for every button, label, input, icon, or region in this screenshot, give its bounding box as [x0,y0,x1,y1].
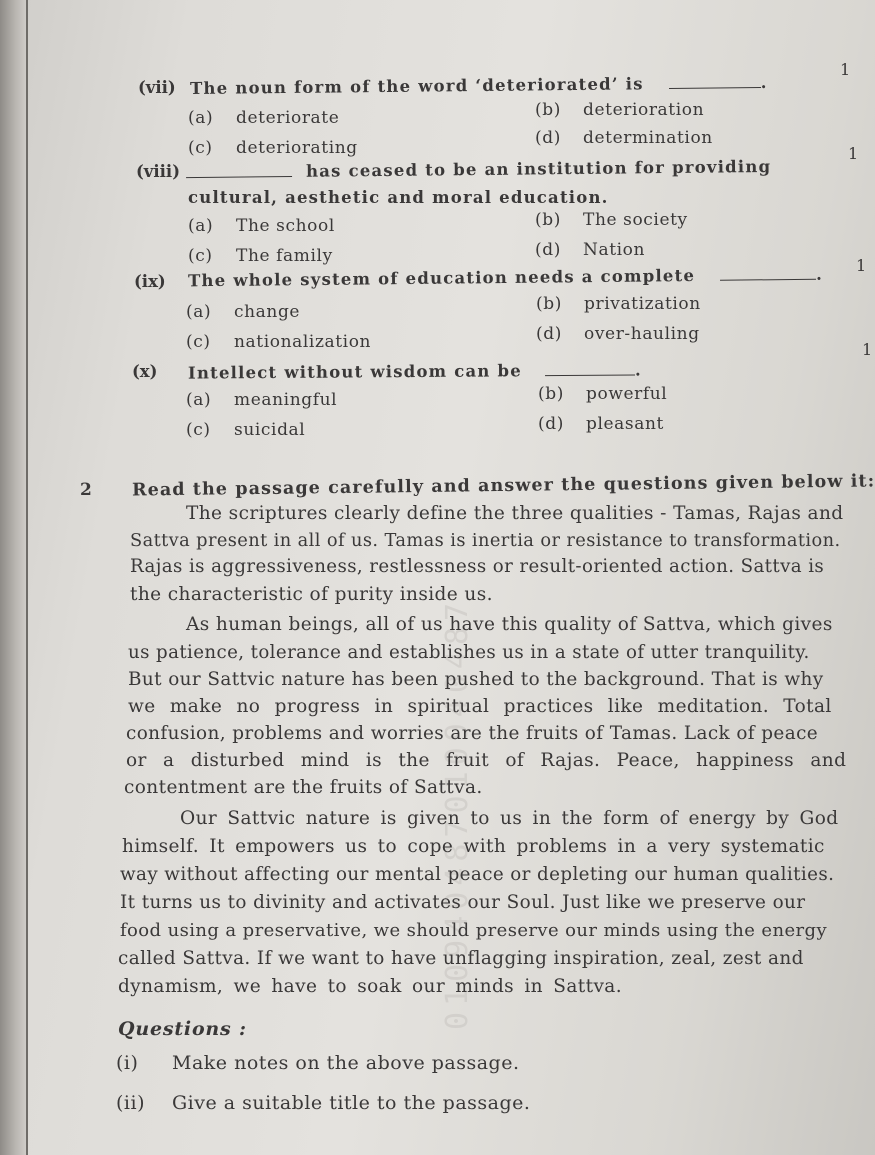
option-tag: (a) [188,216,214,236]
option-tag: (c) [188,138,213,158]
passage-line: As human beings, all of us have this quality of Sattva, which gives [186,614,833,635]
option-d [536,324,700,344]
option-text: Nation [583,240,646,260]
question-tag: (i) [116,1052,139,1074]
option-text: powerful [586,384,668,404]
question-stem-end: . [760,72,768,93]
passage-line: himself. It empowers us to cope with problems in a very systematic [122,836,825,857]
questions-title: Questions : [118,1018,247,1040]
option-b [538,384,667,404]
section-heading: Read the passage carefully and answer the questions given below it: [131,471,875,501]
option-b [535,210,688,230]
passage-line: Our Sattvic nature is given to us in the form of energy by God [180,808,839,829]
option-a [188,216,335,236]
passage-line: contentment are the fruits of Sattva. [124,777,483,798]
passage-line: It turns us to divinity and activates our Soul. Just like we preserve our [120,892,806,913]
question-item [116,1052,520,1074]
option-d [535,128,713,148]
question-mark: 1 [856,256,867,275]
option-tag: (b) [535,100,561,120]
option-c [188,138,358,158]
option-tag: (d) [535,128,561,148]
watermark: 010940487010940487 [440,596,475,1030]
answer-blank [669,87,761,89]
option-tag: (a) [188,108,214,128]
passage-line: confusion, problems and worries are the fruits of Tamas. Lack of peace [126,723,819,744]
option-tag: (a) [186,390,212,410]
answer-blank [545,374,635,376]
question-text: Give a suitable title to the passage. [172,1092,531,1114]
option-text: deteriorate [236,108,340,128]
question-number: (ix) [134,272,166,291]
option-tag: (c) [186,332,211,352]
option-text: The family [236,246,333,266]
option-text: meaningful [234,390,338,410]
passage-line: Sattva present in all of us. Tamas is inertia or resistance to transformation. [130,530,841,551]
option-d [538,414,664,434]
option-b [536,294,701,314]
option-text: The school [236,216,335,236]
passage-line: dynamism, we have to soak our minds in Sattva. [118,976,623,997]
answer-blank [186,176,292,178]
option-tag: (d) [536,324,562,344]
option-a [188,108,339,128]
question-number: (vii) [138,78,176,97]
question-stem-text: Intellect without wisdom can be [187,361,523,383]
section-number: 2 [80,480,92,500]
question-stem-text: The whole system of education needs a complete [187,266,696,291]
passage-line: us patience, tolerance and establishes us in a state of utter tranquility. [128,642,810,663]
passage-line: or a disturbed mind is the fruit of Rajas. Peace, happiness and [126,750,847,771]
passage-line: The scriptures clearly define the three qualities - Tamas, Rajas and [186,503,844,524]
option-text: deterioration [583,100,705,120]
page-binding-line [26,0,28,1155]
question-stem [188,265,823,291]
question-stem-end: . [815,264,824,284]
question-mark: 1 [848,144,859,163]
question-mark: 1 [840,60,851,79]
question-stem-end: . [634,360,642,380]
page-binding-edge [0,0,26,1155]
passage-line: Rajas is aggressiveness, restlessness or result-oriented action. Sattva is [130,556,825,577]
option-tag: (c) [188,246,213,266]
option-tag: (d) [535,240,561,260]
question-item [116,1092,530,1114]
option-text: over-hauling [584,324,700,344]
question-number: (x) [132,362,158,381]
question-stem-text: has ceased to be an institution for providing [305,156,772,181]
question-tag: (ii) [116,1092,145,1114]
passage-line: food using a preservative, we should preserve our minds using the energy [120,920,828,941]
passage-line: way without affecting our mental peace or depleting our human qualities. [120,864,835,885]
option-text: The society [583,210,688,230]
option-tag: (a) [186,302,212,322]
option-c [186,420,305,440]
option-tag: (d) [538,414,564,434]
option-c [188,246,333,266]
question-stem [190,73,768,98]
passage-line: But our Sattvic nature has been pushed to the background. That is why [128,669,824,690]
option-text: change [234,302,301,322]
option-text: deteriorating [236,138,358,158]
option-b [535,100,704,120]
option-a [186,390,337,410]
question-number: (viii) [136,162,181,181]
question-text: Make notes on the above passage. [172,1052,520,1074]
passage-line: called Sattva. If we want to have unflagging inspiration, zeal, zest and [118,948,804,969]
question-stem [186,157,771,182]
question-stem-continued: cultural, aesthetic and moral education. [188,188,609,207]
option-text: pleasant [586,414,664,434]
passage-line: the characteristic of purity inside us. [130,584,493,605]
option-text: determination [583,128,713,148]
question-mark: 1 [862,340,873,359]
option-tag: (c) [186,420,211,440]
option-tag: (b) [536,294,562,314]
option-d [535,240,645,260]
answer-blank [720,279,816,281]
option-tag: (b) [535,210,561,230]
option-c [186,332,371,352]
option-text: privatization [584,294,701,314]
question-stem-text: The noun form of the word ‘deteriorated’ is [189,74,644,99]
question-stem [188,360,642,382]
option-a [186,302,300,322]
option-text: suicidal [234,420,306,440]
option-tag: (b) [538,384,564,404]
passage-line: we make no progress in spiritual practices like meditation. Total [128,696,832,717]
option-text: nationalization [234,332,372,352]
